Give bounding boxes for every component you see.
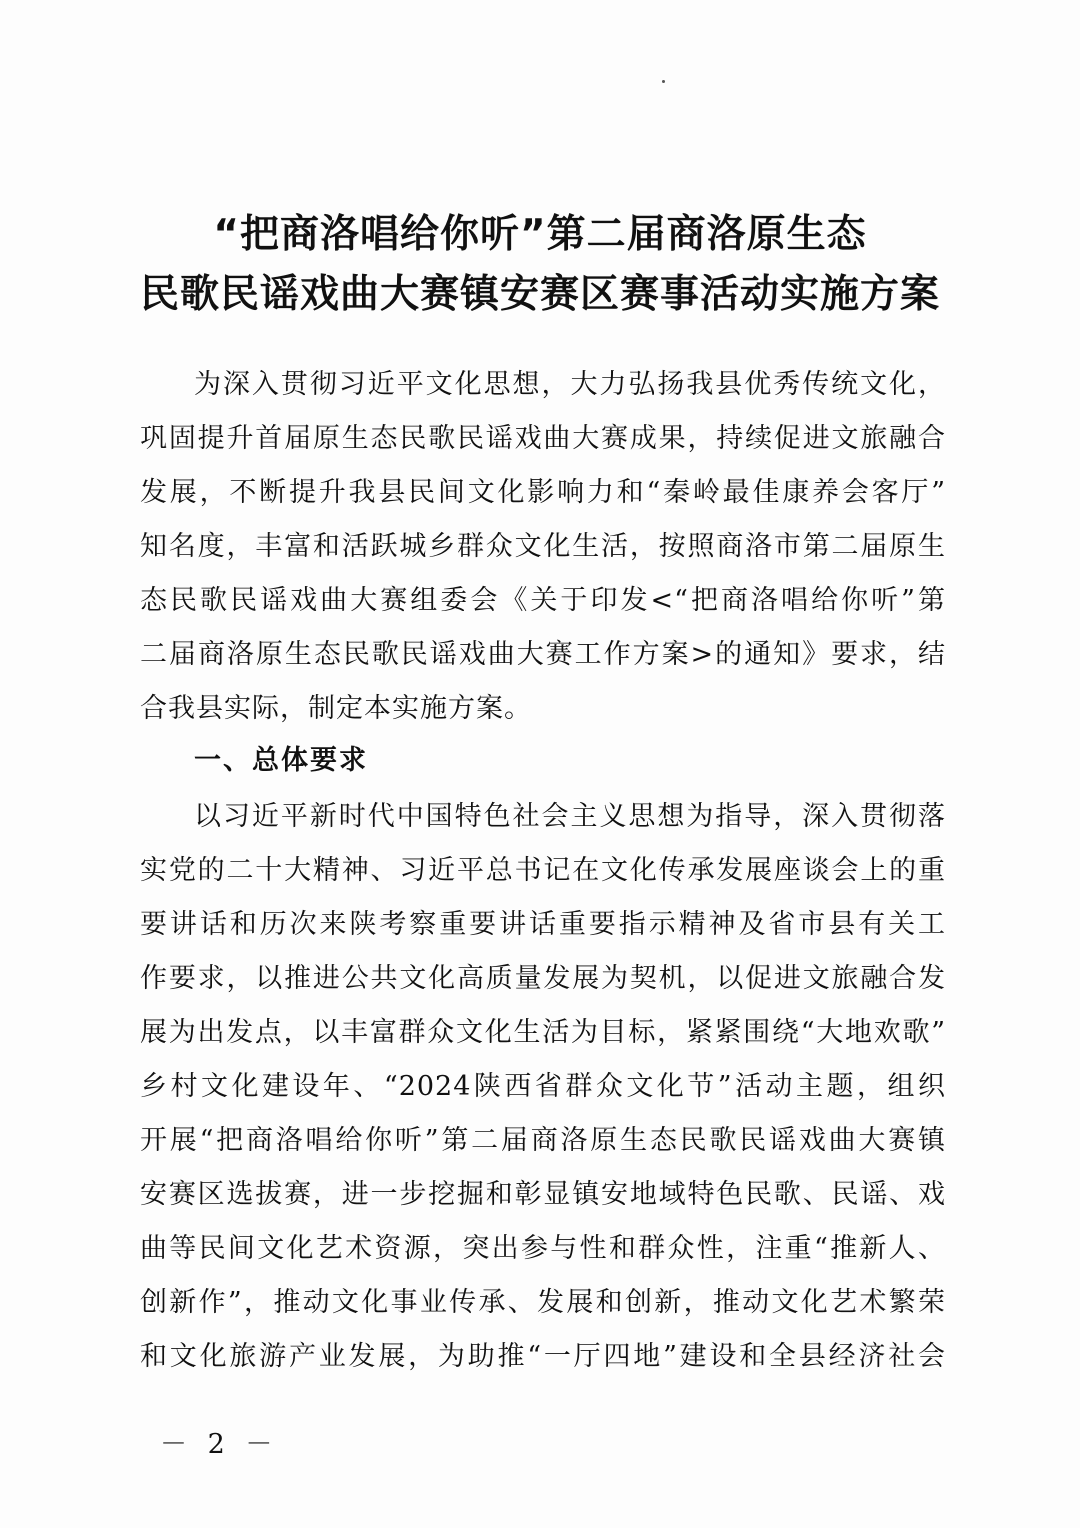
section-1-line-9: 曲等民间文化艺术资源，突出参与性和群众性，注重“推新人、 [140, 1233, 946, 1264]
intro-line-2: 巩固提升首届原生态民歌民谣戏曲大赛成果，持续促进文旅融合 [140, 423, 946, 454]
section-1-line-11: 和文化旅游产业发展，为助推“一厅四地”建设和全县经济社会 [140, 1341, 946, 1372]
section-1-line-3: 要讲话和历次来陕考察重要讲话重要指示精神及省市县有关工 [140, 909, 946, 940]
document-title-line-1: “把商洛唱给你听”第二届商洛原生态 [213, 212, 867, 257]
section-1-line-2: 实党的二十大精神、习近平总书记在文化传承发展座谈会上的重 [140, 855, 946, 886]
intro-line-4: 知名度，丰富和活跃城乡群众文化生活，按照商洛市第二届原生 [140, 531, 946, 562]
section-1-line-4: 作要求，以推进公共文化高质量发展为契机，以促进文旅融合发 [140, 963, 946, 994]
section-1-line-10: 创新作”，推动文化事业传承、发展和创新，推动文化艺术繁荣 [140, 1287, 946, 1318]
intro-line-3: 发展，不断提升我县民间文化影响力和“秦岭最佳康养会客厅” [140, 477, 946, 508]
section-1-line-5: 展为出发点，以丰富群众文化生活为目标，紧紧围绕“大地欢歌” [140, 1017, 946, 1048]
scan-speck [662, 80, 665, 83]
intro-line-5: 态民歌民谣戏曲大赛组委会《关于印发<“把商洛唱给你听”第 [140, 585, 946, 616]
section-1-line-6: 乡村文化建设年、“2024陕西省群众文化节”活动主题，组织 [140, 1071, 946, 1102]
intro-line-6: 二届商洛原生态民歌民谣戏曲大赛工作方案>的通知》要求，结 [140, 639, 946, 670]
document-title-line-2: 民歌民谣戏曲大赛镇安赛区赛事活动实施方案 [139, 272, 940, 317]
intro-line-7: 合我县实际，制定本实施方案。 [140, 693, 532, 724]
section-1-line-1: 以习近平新时代中国特色社会主义思想为指导，深入贯彻落 [194, 801, 946, 832]
section-1-line-8: 安赛区选拔赛，进一步挖掘和彰显镇安地域特色民歌、民谣、戏 [140, 1179, 946, 1210]
intro-line-1: 为深入贯彻习近平文化思想，大力弘扬我县优秀传统文化， [194, 369, 946, 400]
page-number: － 2 － [160, 1429, 279, 1460]
section-1-heading: 一、总体要求 [194, 745, 368, 776]
section-1-line-7: 开展“把商洛唱给你听”第二届商洛原生态民歌民谣戏曲大赛镇 [140, 1125, 946, 1156]
